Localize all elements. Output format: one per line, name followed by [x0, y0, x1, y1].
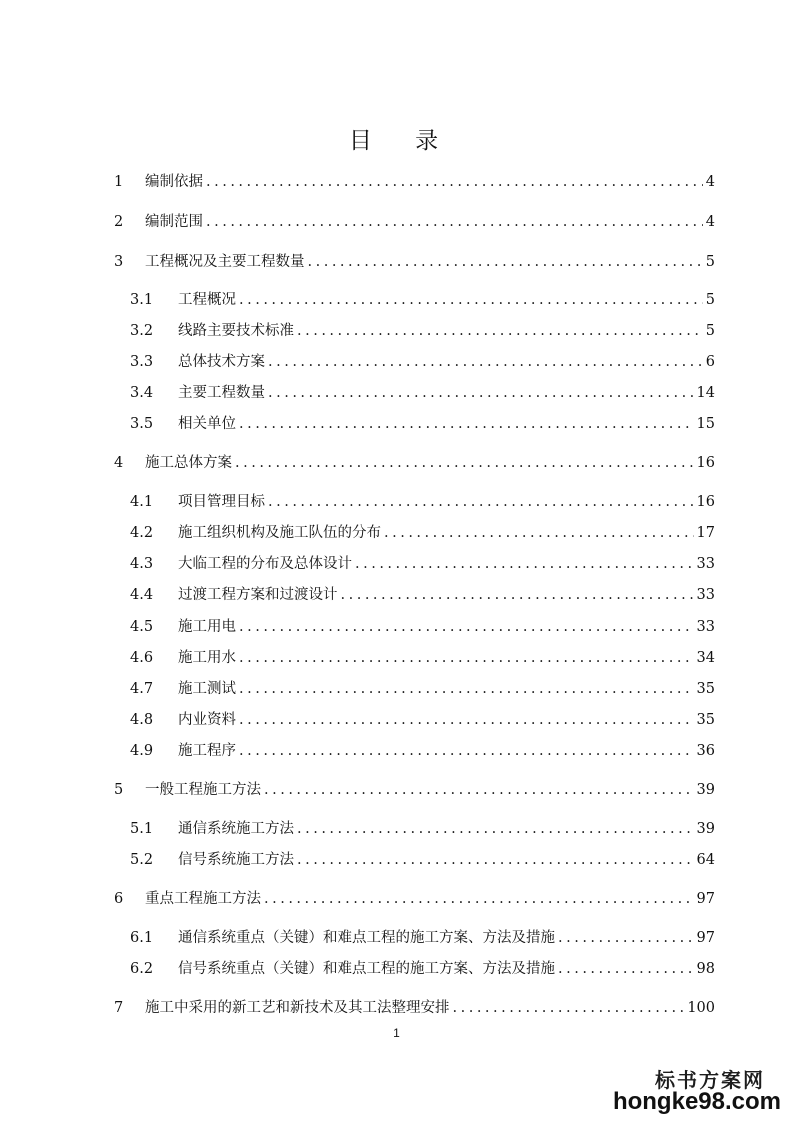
entry-number: 1	[114, 174, 124, 190]
entry-page: 98	[696, 961, 715, 977]
dot-leader	[268, 383, 694, 403]
entry-page: 39	[696, 782, 715, 798]
dot-leader	[264, 780, 694, 800]
entry-number: 4.2	[130, 525, 154, 541]
entry-page: 14	[696, 385, 715, 401]
toc-entry[interactable]	[130, 850, 715, 870]
entry-number: 4.9	[130, 743, 154, 759]
entry-page: 35	[696, 681, 715, 697]
toc-entry[interactable]	[130, 554, 715, 574]
entry-page: 15	[696, 416, 715, 432]
entry-label: 一般工程施工方法	[145, 782, 261, 798]
dot-leader	[384, 523, 694, 543]
entry-number: 2	[114, 214, 124, 230]
entry-number: 4	[114, 455, 124, 471]
toc-entry[interactable]	[114, 780, 715, 800]
entry-number: 3.5	[130, 416, 154, 432]
entry-label: 施工测试	[178, 681, 236, 697]
entry-label: 编制范围	[145, 214, 203, 230]
toc-entry[interactable]	[114, 889, 715, 909]
entry-label: 施工用电	[178, 619, 236, 635]
toc-entry[interactable]	[114, 212, 715, 232]
dot-leader	[558, 928, 694, 948]
entry-number: 4.8	[130, 712, 154, 728]
toc-entry[interactable]	[130, 741, 715, 761]
entry-label: 施工用水	[178, 650, 236, 666]
toc-entry[interactable]	[130, 523, 715, 543]
entry-page: 4	[705, 174, 715, 190]
entry-page: 16	[696, 494, 715, 510]
entry-label: 信号系统重点（关键）和难点工程的施工方案、方法及措施	[178, 961, 555, 977]
entry-page: 35	[696, 712, 715, 728]
entry-label: 工程概况及主要工程数量	[145, 254, 305, 270]
entry-label: 工程概况	[178, 292, 236, 308]
entry-number: 6.1	[130, 930, 154, 946]
entry-page: 5	[705, 323, 715, 339]
entry-label: 线路主要技术标准	[178, 323, 294, 339]
entry-number: 5.1	[130, 821, 154, 837]
toc-entry[interactable]	[130, 321, 715, 341]
toc-entry[interactable]	[114, 998, 715, 1018]
dot-leader	[239, 290, 703, 310]
entry-number: 4.3	[130, 556, 154, 572]
toc-entry[interactable]	[130, 585, 715, 605]
dot-leader	[239, 679, 694, 699]
entry-label: 通信系统施工方法	[178, 821, 294, 837]
toc-entry[interactable]	[130, 290, 715, 310]
entry-number: 4.5	[130, 619, 154, 635]
entry-label: 大临工程的分布及总体设计	[178, 556, 352, 572]
entry-page: 64	[696, 852, 715, 868]
entry-label: 信号系统施工方法	[178, 852, 294, 868]
toc-entry[interactable]	[114, 252, 715, 272]
watermark-logo-text: 标书方案网	[655, 1068, 765, 1092]
entry-page: 33	[696, 619, 715, 635]
entry-label: 编制依据	[145, 174, 203, 190]
dot-leader	[308, 252, 703, 272]
entry-label: 施工组织机构及施工队伍的分布	[178, 525, 381, 541]
toc-entry[interactable]	[130, 928, 715, 948]
dot-leader	[239, 648, 694, 668]
entry-page: 34	[696, 650, 715, 666]
toc-entry[interactable]	[130, 414, 715, 434]
entry-number: 6	[114, 891, 124, 907]
entry-label: 主要工程数量	[178, 385, 265, 401]
page-number: 1	[393, 1026, 400, 1040]
entry-number: 6.2	[130, 961, 154, 977]
entry-number: 5	[114, 782, 124, 798]
entry-number: 3.4	[130, 385, 154, 401]
entry-page: 4	[705, 214, 715, 230]
toc-entry[interactable]	[114, 172, 715, 192]
dot-leader	[341, 585, 694, 605]
dot-leader	[453, 998, 685, 1018]
entry-label: 总体技术方案	[178, 354, 265, 370]
dot-leader	[206, 172, 703, 192]
entry-page: 16	[696, 455, 715, 471]
dot-leader	[268, 492, 694, 512]
entry-number: 3.1	[130, 292, 154, 308]
entry-label: 施工总体方案	[145, 455, 232, 471]
entry-page: 5	[705, 254, 715, 270]
entry-label: 通信系统重点（关键）和难点工程的施工方案、方法及措施	[178, 930, 555, 946]
dot-leader	[239, 617, 694, 637]
entry-label: 重点工程施工方法	[145, 891, 261, 907]
dot-leader	[268, 352, 703, 372]
dot-leader	[239, 710, 694, 730]
dot-leader	[558, 959, 694, 979]
entry-label: 内业资料	[178, 712, 236, 728]
toc-entry[interactable]	[130, 679, 715, 699]
entry-page: 100	[687, 1000, 715, 1016]
toc-entry[interactable]	[130, 819, 715, 839]
dot-leader	[264, 889, 694, 909]
dot-leader	[206, 212, 703, 232]
entry-label: 施工程序	[178, 743, 236, 759]
entry-page: 5	[705, 292, 715, 308]
toc-entry[interactable]	[130, 648, 715, 668]
toc-entry[interactable]	[130, 492, 715, 512]
dot-leader	[297, 850, 694, 870]
entry-number: 3	[114, 254, 124, 270]
toc-entry[interactable]	[130, 383, 715, 403]
dot-leader	[235, 453, 694, 473]
entry-page: 36	[696, 743, 715, 759]
entry-number: 4.7	[130, 681, 154, 697]
entry-page: 97	[696, 930, 715, 946]
entry-page: 97	[696, 891, 715, 907]
entry-number: 4.4	[130, 587, 154, 603]
entry-number: 4.6	[130, 650, 154, 666]
dot-leader	[239, 414, 694, 434]
dot-leader	[297, 819, 694, 839]
entry-page: 6	[705, 354, 715, 370]
entry-label: 过渡工程方案和过渡设计	[178, 587, 338, 603]
entry-label: 项目管理目标	[178, 494, 265, 510]
entry-page: 17	[696, 525, 715, 541]
entry-page: 33	[696, 556, 715, 572]
entry-number: 7	[114, 1000, 124, 1016]
dot-leader	[355, 554, 694, 574]
entry-number: 4.1	[130, 494, 154, 510]
entry-label: 施工中采用的新工艺和新技术及其工法整理安排	[145, 1000, 450, 1016]
entry-page: 39	[696, 821, 715, 837]
entry-page: 33	[696, 587, 715, 603]
toc-entry[interactable]	[130, 959, 715, 979]
entry-number: 5.2	[130, 852, 154, 868]
toc-entry[interactable]	[130, 617, 715, 637]
entry-number: 3.2	[130, 323, 154, 339]
dot-leader	[297, 321, 703, 341]
dot-leader	[239, 741, 694, 761]
entry-label: 相关单位	[178, 416, 236, 432]
entry-number: 3.3	[130, 354, 154, 370]
toc-entry[interactable]	[130, 352, 715, 372]
toc-entry[interactable]	[114, 453, 715, 473]
toc-title: 目 录	[348, 128, 457, 154]
watermark-url: hongke98.com	[612, 1088, 781, 1115]
toc-entry[interactable]	[130, 710, 715, 730]
